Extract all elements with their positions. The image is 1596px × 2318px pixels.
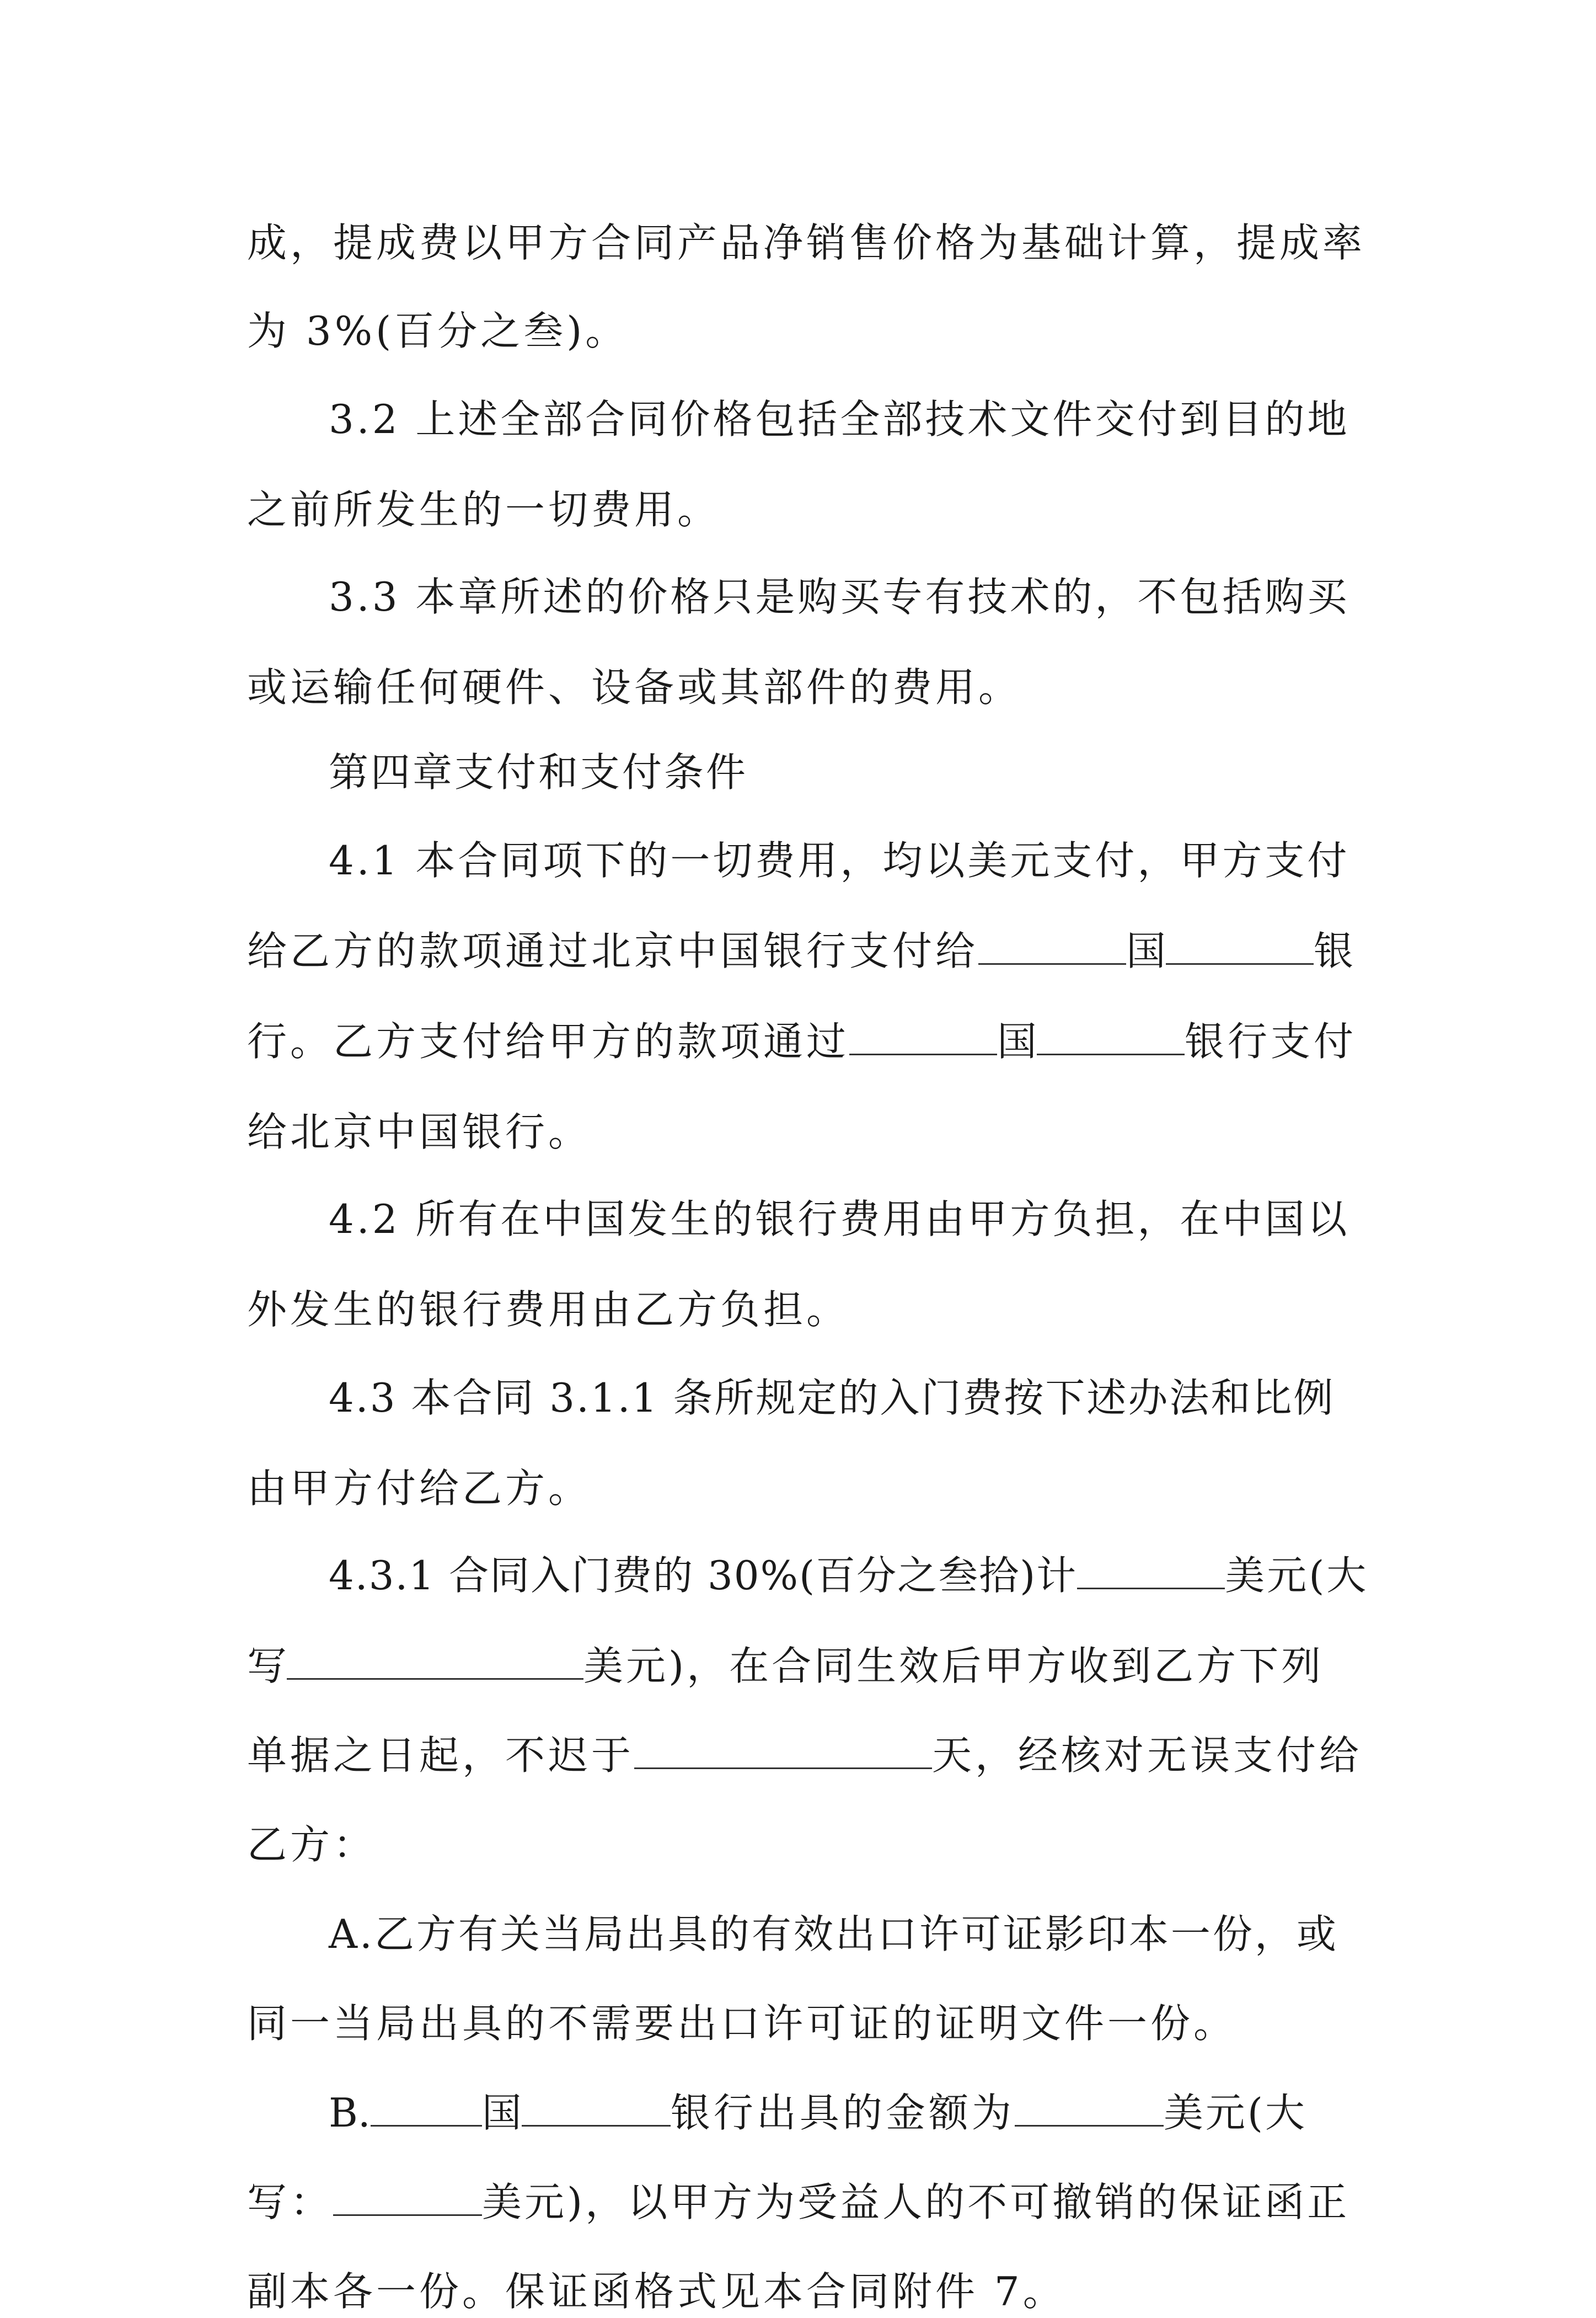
text-line: 3.2 上述全部合同价格包括全部技术文件交付到目的地 <box>329 396 1350 442</box>
chapter-heading <box>247 746 1353 799</box>
text-line: 国 <box>481 2090 522 2136</box>
paragraph-line <box>247 661 1353 714</box>
fill-in-blank[interactable] <box>1077 1549 1225 1589</box>
fill-in-blank[interactable] <box>1037 1015 1185 1055</box>
text-line: 银 <box>1314 928 1354 974</box>
paragraph-line <box>247 2176 1353 2229</box>
paragraph-line <box>247 1639 1353 1692</box>
text-line: A.乙方有关当局出具的有效出口许可证影印本一份，或 <box>329 1911 1338 1957</box>
paragraph-line <box>247 1105 1353 1158</box>
text-line: 美元(大 <box>1225 1552 1369 1599</box>
text-line: 行。乙方支付给甲方的款项通过 <box>247 1018 850 1065</box>
text-line: 之前所发生的一切费用。 <box>247 487 721 533</box>
text-line: 由甲方付给乙方。 <box>247 1465 592 1511</box>
text-line: 美元(大 <box>1163 2090 1307 2136</box>
paragraph-line <box>247 1283 1353 1336</box>
text-line: 3.3 本章所述的价格只是购买专有技术的，不包括购买 <box>329 574 1350 620</box>
fill-in-blank[interactable] <box>522 2086 671 2127</box>
fill-in-blank[interactable] <box>634 1729 932 1769</box>
paragraph-line <box>247 1549 1369 1602</box>
text-line: 同一当局出具的不需要出口许可证的证明文件一份。 <box>247 2000 1237 2047</box>
paragraph-line <box>247 1193 1353 1246</box>
text-line: 4.3 本合同 3.1.1 条所规定的入门费按下述办法和比例 <box>329 1375 1335 1421</box>
paragraph-line <box>247 1908 1353 1961</box>
fill-in-blank[interactable] <box>1015 2086 1164 2127</box>
text-line: 或运输任何硬件、设备或其部件的费用。 <box>247 664 1022 711</box>
text-line: B. <box>329 2090 371 2136</box>
text-line: 给北京中国银行。 <box>247 1109 592 1155</box>
text-line: 银行支付 <box>1185 1018 1357 1065</box>
fill-in-blank[interactable] <box>1166 925 1314 965</box>
fill-in-blank[interactable] <box>978 925 1126 965</box>
text-line: 副本各一份。保证函格式见本合同附件 7。 <box>247 2268 1066 2315</box>
paragraph-line <box>247 925 1353 978</box>
paragraph-line <box>247 1729 1363 1782</box>
text-line: 国 <box>1126 928 1166 974</box>
text-line: 第四章支付和支付条件 <box>329 749 748 795</box>
fill-in-blank[interactable] <box>371 2086 482 2127</box>
paragraph-line <box>247 2265 1353 2318</box>
paragraph-line <box>247 1818 1353 1871</box>
text-line: 美元)，以甲方为受益人的不可撤销的保证函正 <box>482 2179 1350 2225</box>
paragraph-line <box>247 1997 1353 2050</box>
text-line: 写： <box>247 2179 334 2225</box>
paragraph-line <box>247 483 1353 536</box>
paragraph-line <box>247 2086 1353 2139</box>
text-line: 为 3%(百分之叁)。 <box>247 308 629 354</box>
fill-in-blank[interactable] <box>287 1639 583 1680</box>
text-line: 成，提成费以甲方合同产品净销售价格为基础计算，提成率 <box>247 220 1366 266</box>
paragraph-line <box>247 834 1353 887</box>
paragraph-line <box>247 393 1353 446</box>
text-line: 银行出具的金额为 <box>670 2090 1015 2136</box>
text-line: 4.3.1 合同入门费的 30%(百分之叁拾)计 <box>329 1552 1078 1599</box>
text-line: 外发生的银行费用由乙方负担。 <box>247 1286 850 1333</box>
text-line: 天，经核对无误支付给 <box>932 1732 1363 1778</box>
text-line: 乙方： <box>247 1822 377 1868</box>
paragraph-line <box>247 1015 1357 1068</box>
paragraph-line <box>247 1462 1353 1515</box>
paragraph-line <box>247 305 1353 357</box>
text-line: 国 <box>997 1018 1037 1065</box>
fill-in-blank[interactable] <box>333 2176 482 2216</box>
text-line: 单据之日起，不迟于 <box>247 1732 635 1778</box>
paragraph-line <box>247 216 1366 269</box>
paragraph-line <box>247 570 1353 623</box>
text-line: 美元)，在合同生效后甲方收到乙方下列 <box>583 1643 1324 1689</box>
fill-in-blank[interactable] <box>849 1015 997 1055</box>
text-line: 4.2 所有在中国发生的银行费用由甲方负担，在中国以 <box>329 1196 1350 1242</box>
text-line: 4.1 本合同项下的一切费用，均以美元支付，甲方支付 <box>329 837 1350 884</box>
paragraph-line <box>247 1371 1353 1424</box>
text-line: 给乙方的款项通过北京中国银行支付给 <box>247 928 979 974</box>
text-line: 写 <box>247 1643 287 1689</box>
